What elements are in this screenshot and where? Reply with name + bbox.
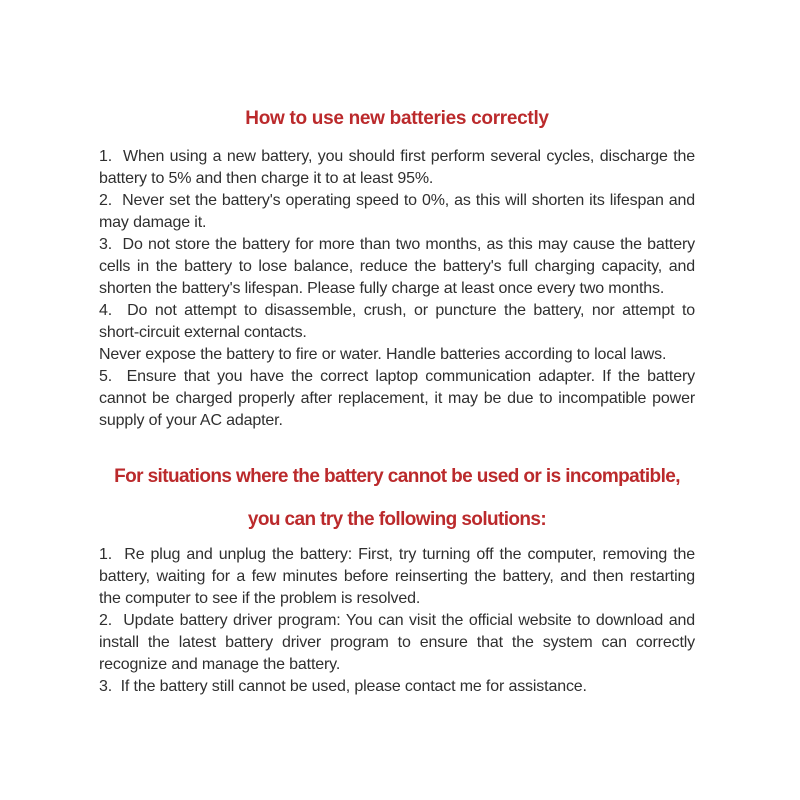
list-item — [99, 300, 695, 344]
text-line: 1. Re plug and unplug the battery: First, try turning off the computer, removing the — [99, 546, 695, 563]
page-title: How to use new batteries correctly — [245, 108, 549, 129]
section2-heading-line2: you can try the following solutions: — [247, 509, 547, 530]
text-line: battery, waiting for a few minutes before reinserting the battery, and then restarting — [99, 568, 695, 585]
list-item — [99, 366, 695, 432]
instructions-list — [99, 146, 695, 432]
section2-heading-line1: For situations where the battery cannot be used or is incompatible, — [114, 466, 680, 487]
text-line: recognize and manage the battery. — [99, 656, 341, 673]
list-item — [99, 146, 695, 190]
text-line: 2. Update battery driver program: You can visit the official website to download and — [99, 612, 695, 629]
text-line: short-circuit external contacts. — [99, 324, 307, 341]
list-item — [99, 610, 695, 676]
text-line: 4. Do not attempt to disassemble, crush, or puncture the battery, nor attempt to — [99, 302, 695, 319]
text-line: 3. Do not store the battery for more than two months, as this may cause the battery — [99, 236, 695, 253]
list-item — [99, 190, 695, 234]
text-line: may damage it. — [99, 214, 207, 231]
text-line: 5. Ensure that you have the correct laptop communication adapter. If the battery — [99, 368, 695, 385]
text-line: the computer to see if the problem is resolved. — [99, 590, 421, 607]
text-line: Never expose the battery to fire or water. Handle batteries according to local laws. — [99, 346, 667, 363]
text-line: 2. Never set the battery's operating speed to 0%, as this will shorten its lifespan and — [99, 192, 695, 209]
list-item — [99, 234, 695, 300]
text-line: cannot be charged properly after replacement, it may be due to incompatible power — [99, 390, 695, 407]
text-line: 3. If the battery still cannot be used, please contact me for assistance. — [99, 678, 587, 695]
solutions-list — [99, 544, 695, 698]
text-line: 1. When using a new battery, you should first perform several cycles, discharge the — [99, 148, 695, 165]
text-line: battery to 5% and then charge it to at least 95%. — [99, 170, 434, 187]
text-line: install the latest battery driver program to ensure that the system can correctly — [99, 634, 695, 651]
list-item — [99, 544, 695, 610]
text-line: cells in the battery to lose balance, reduce the battery's full charging capacity, and — [99, 258, 695, 275]
list-item — [99, 676, 695, 698]
document-page — [99, 0, 695, 698]
text-line: shorten the battery's lifespan. Please fully charge at least once every two months. — [99, 280, 665, 297]
list-item — [99, 344, 695, 366]
text-line: supply of your AC adapter. — [99, 412, 283, 429]
